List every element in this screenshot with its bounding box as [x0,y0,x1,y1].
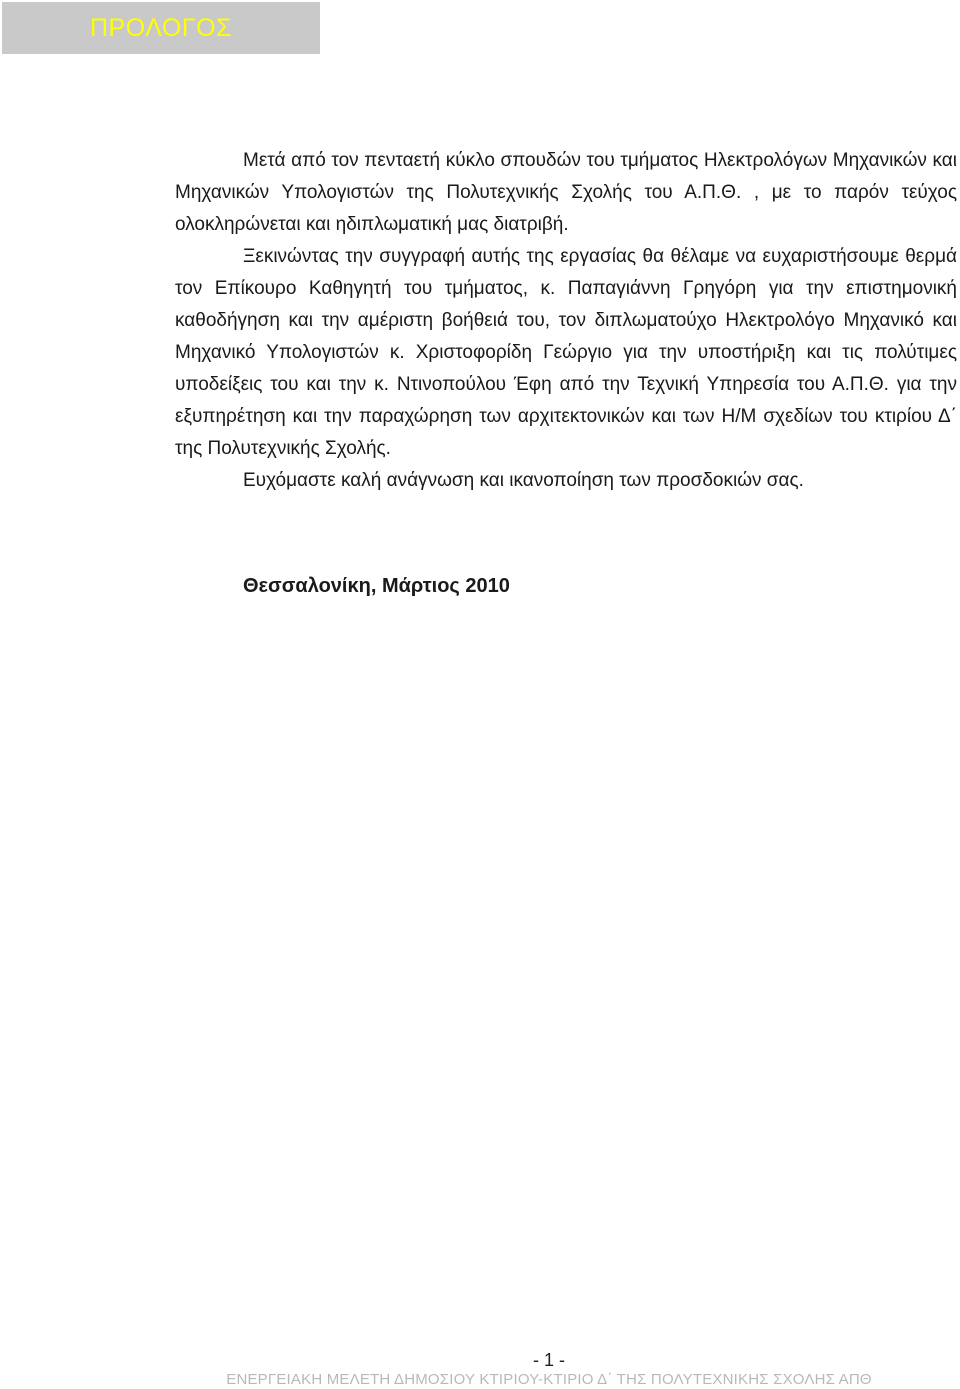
running-footer: ΕΝΕΡΓΕΙΑΚΗ ΜΕΛΕΤΗ ΔΗΜΟΣΙΟΥ ΚΤΙΡΙΟΥ-ΚΤΙΡΙΟ Δ΄ ΤΗΣ ΠΟΛΥΤΕΧΝΙΚΗΣ ΣΧΟΛΗΣ ΑΠΘ [226,1371,872,1388]
paragraph-closing: Ευχόμαστε καλή ανάγνωση και ικανοποίηση των προσδοκιών σας. [243,470,804,491]
chapter-title-banner [2,2,320,54]
preface-body [175,145,957,497]
paragraph-acknowledgements: Ξεκινώντας την συγγραφή αυτής της εργασίας θα θέλαμε να ευχαριστήσουμε θερμά τον Επίκουρο Καθηγητή του τμήματος, κ. Παπαγιάννη Γρηγόρη για την επιστημονική καθοδήγηση και την αμέριστη βοήθειά του, τον διπλωματούχο Ηλεκτρολόγο Μηχανικό και Μηχανικό Υπολογιστών κ. Χριστοφορίδη Γεώργιο για την υποστήριξη και τις πολύτιμες υποδείξεις του και την κ. Ντινοπούλου Έφη από την Τεχνική Υπηρεσία του Α.Π.Θ. για την εξυπηρέτηση και την παραχώρηση των αρχιτεκτονικών και των Η/Μ σχεδίων του κτιρίου Δ΄ της Πολυτεχνικής Σχολής. [175,246,957,459]
signoff-place-date: Θεσσαλονίκη, Μάρτιος 2010 [243,575,510,597]
paragraph-intro: Μετά από τον πενταετή κύκλο σπουδών του τμήματος Ηλεκτρολόγων Μηχανικών και Μηχανικών Υπολογιστών της Πολυτεχνικής Σχολής του Α.Π.Θ. , με το παρόν τεύχος ολοκληρώνεται και ηδιπλωματική μας διατριβή. [175,150,957,235]
page-number: - 1 - [532,1350,565,1370]
chapter-title: ΠΡΟΛΟΓΟΣ [90,13,233,42]
